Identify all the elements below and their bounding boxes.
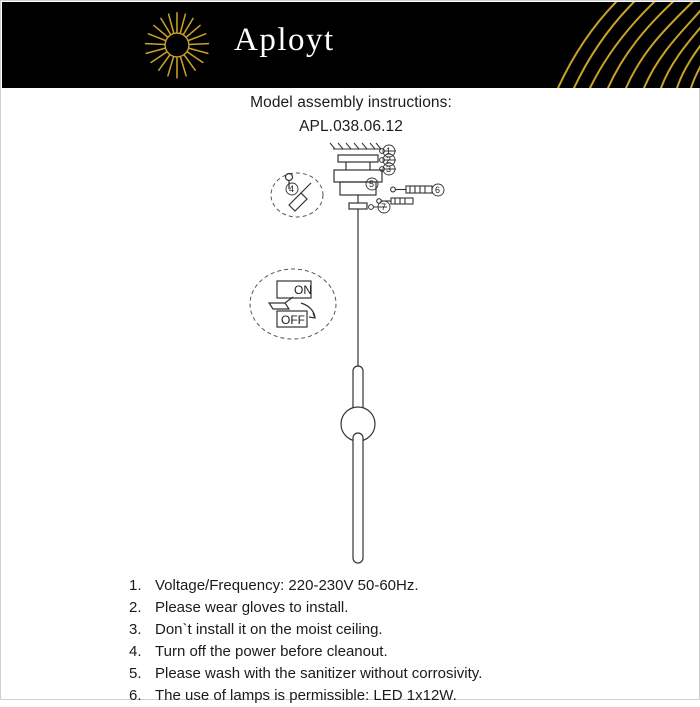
pendant-lamp-assembly-diagram	[1, 133, 700, 573]
list-item	[129, 597, 669, 618]
svg-text:7: 7	[381, 202, 387, 212]
list-item	[129, 575, 669, 596]
svg-text:1: 1	[386, 146, 392, 156]
brand-name: Aployt	[234, 22, 335, 58]
switch-off-label: OFF	[281, 313, 305, 327]
power-switch-callout	[250, 269, 336, 339]
list-item-number: 5.	[129, 665, 142, 682]
svg-text:6: 6	[435, 185, 441, 195]
fan-rays-decoration-icon	[440, 2, 700, 88]
list-item-text: Don`t install it on the moist ceiling.	[155, 621, 383, 638]
list-item	[129, 685, 669, 706]
list-item-number: 1.	[129, 577, 142, 594]
list-item-number: 3.	[129, 621, 142, 638]
list-item-number: 4.	[129, 643, 142, 660]
header-banner	[2, 2, 700, 88]
ceiling-hatch-icon	[330, 143, 381, 149]
sunburst-logo-icon	[142, 10, 212, 80]
list-item-text: Please wash with the sanitizer without corrosivity.	[155, 665, 483, 682]
list-item	[129, 619, 669, 640]
model-code: APL.038.06.12	[299, 118, 403, 135]
list-item-text: Voltage/Frequency: 220-230V 50-60Hz.	[155, 577, 419, 594]
title-block	[1, 94, 700, 136]
screwdriver-callout-icon	[271, 173, 323, 217]
instruction-list	[129, 575, 669, 707]
page-title: Model assembly instructions:	[250, 94, 452, 111]
svg-text:4: 4	[289, 184, 295, 194]
tube-lamp-body-icon	[341, 366, 375, 563]
ceiling-mount-bracket-icon	[334, 155, 382, 209]
list-item-number: 6.	[129, 687, 142, 704]
list-item	[129, 641, 669, 662]
switch-on-label: ON	[294, 283, 312, 297]
svg-text:3: 3	[386, 164, 392, 174]
svg-text:2: 2	[386, 155, 392, 165]
svg-text:5: 5	[369, 179, 375, 189]
list-item	[129, 663, 669, 684]
list-item-text: Please wear gloves to install.	[155, 599, 349, 616]
list-item-text: The use of lamps is permissible: LED 1x12W.	[155, 687, 457, 704]
list-item-text: Turn off the power before cleanout.	[155, 643, 388, 660]
list-item-number: 2.	[129, 599, 142, 616]
